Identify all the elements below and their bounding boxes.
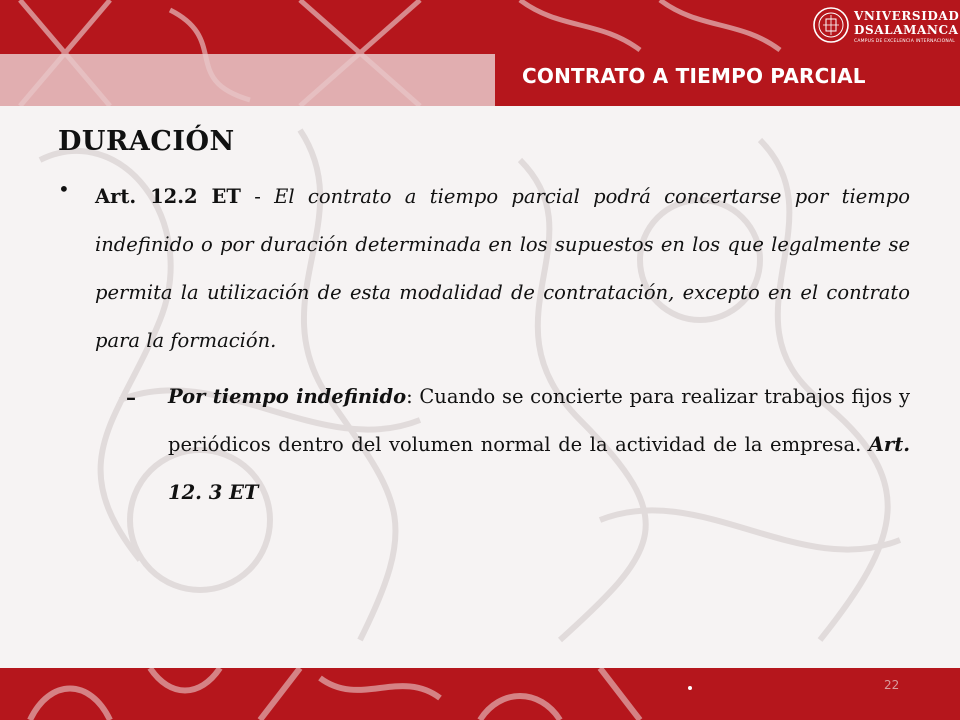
page-number: 22 [884, 678, 900, 692]
sub-bullet-colon: : [406, 385, 420, 408]
logo-text-line2: DSALAMANCA [854, 23, 959, 37]
section-title: CONTRATO A TIEMPO PARCIAL [522, 64, 866, 88]
dash-marker: – [126, 385, 136, 409]
article-quote: El contrato a tiempo parcial podrá concertarse por tiempo indefinido o por duración determinada en los supuestos en los que legalmente se permita la utilización de esta modalidad de contratación, excepto en el contrato para la formación. [95, 185, 910, 352]
footer-banner [0, 668, 960, 720]
bullet-text [95, 173, 910, 365]
footer-pattern [0, 668, 960, 720]
separator: - [240, 185, 275, 208]
bullet-marker: • [58, 177, 70, 201]
logo-tagline: CAMPUS DE EXCELENCIA INTERNACIONAL [854, 39, 955, 44]
sub-bullet-reference: Art. 12. 3 ET [168, 433, 910, 504]
header-pale-band [0, 54, 495, 106]
footer-dot [688, 686, 692, 690]
sub-bullet-text [168, 373, 910, 517]
sub-bullet-body: Cuando se concierte para realizar trabajos fijos y periódicos dentro del volumen normal de la actividad de la empresa. [168, 385, 910, 456]
slide-heading: DURACIÓN [58, 126, 235, 157]
sub-bullet-term: Por tiempo indefinido [168, 385, 407, 408]
article-reference: Art. 12.2 ET [95, 185, 241, 208]
seal-icon [812, 6, 850, 44]
university-logo [808, 4, 958, 50]
logo-text-line1: VNIVERSIDAD [854, 9, 960, 23]
